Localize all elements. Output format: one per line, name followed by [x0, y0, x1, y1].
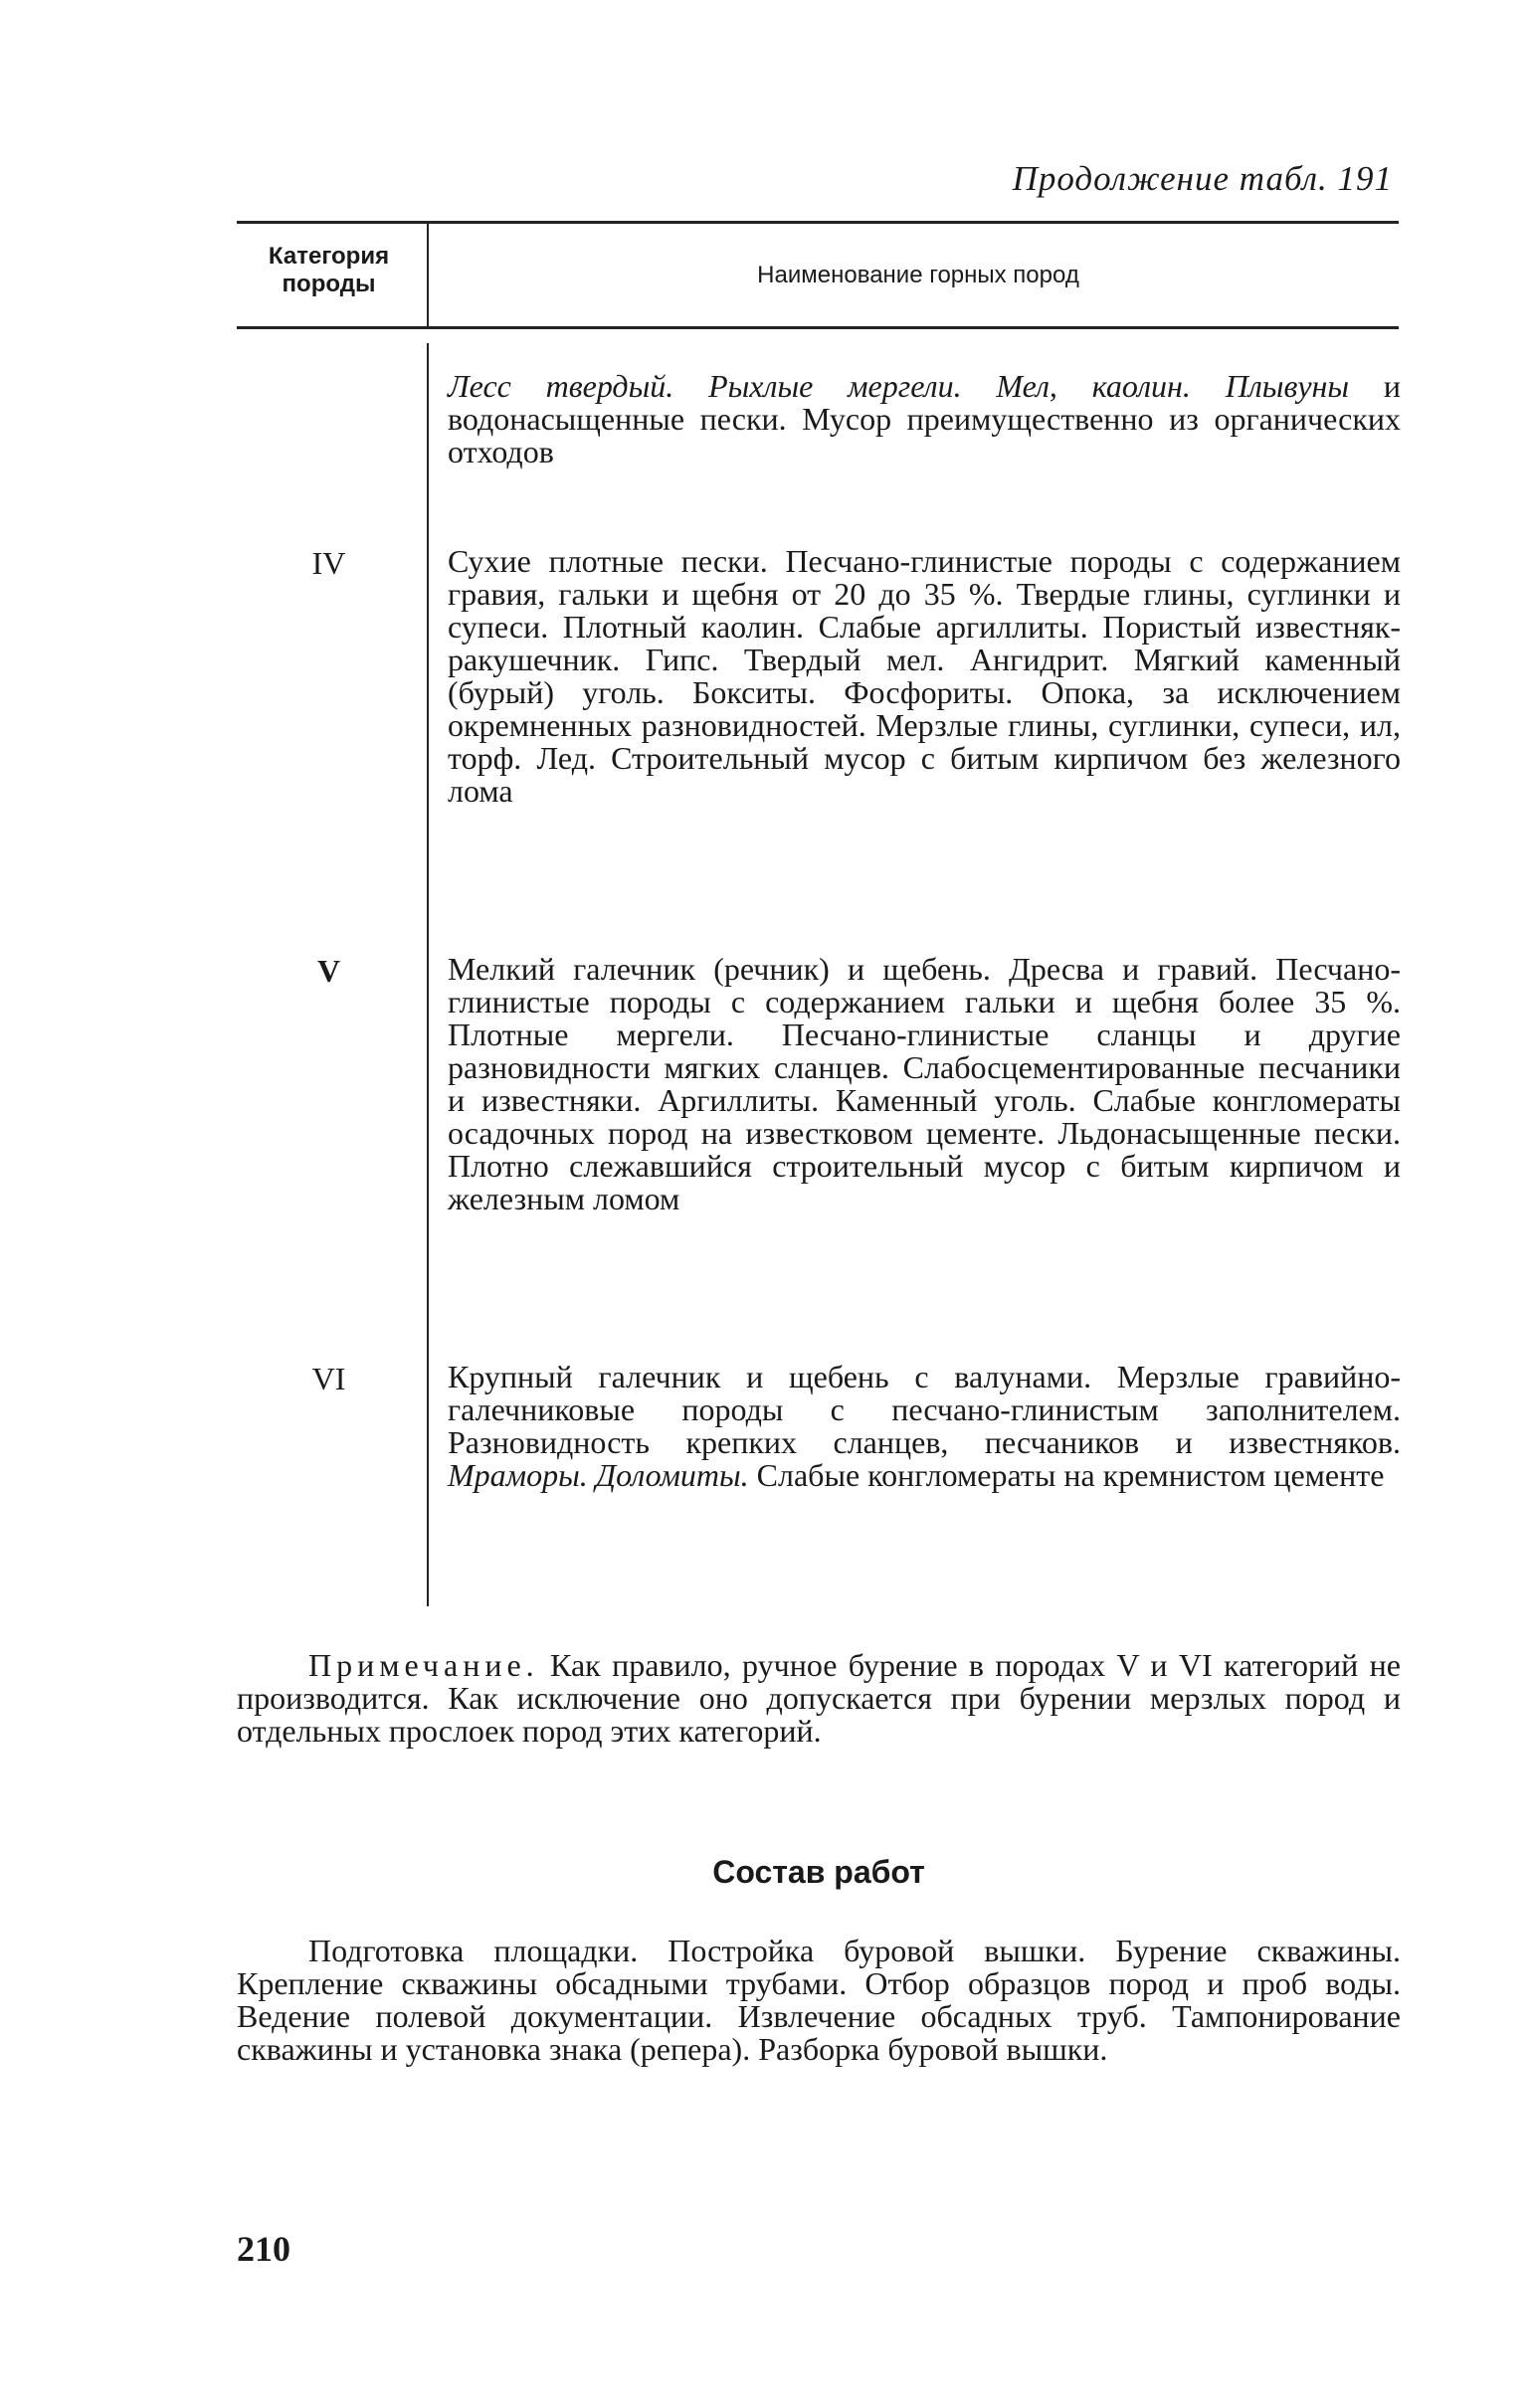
note-label: Примечание.: [308, 1647, 539, 1683]
table-note: [237, 1649, 1401, 1748]
table-caption: Продолжение табл. 191: [1012, 159, 1393, 198]
header-bottom-rule: [237, 326, 1399, 329]
header-name: Наименование горных пород: [757, 262, 1079, 288]
table-row-3-category: V: [316, 953, 341, 989]
table-row-2-category: IV: [311, 545, 346, 581]
table-row-3-text: Мелкий галечник (речник) и щебень. Дресва и гравий. Песчано-глинистые породы с содержанием гальки и щебня более 35 %. Плотные мергели. Песчано-глинистые сланцы и другие разновидности мягких сланцев. Слабосцементированные песчаники и известняки. Аргиллиты. Каменный уголь. Слабые конгломераты осадочных пород на известковом цементе. Льдонасыщенные пески. Плотно слежавшийся строительный мусор с битым кирпичом и железным ломом: [448, 951, 1401, 1216]
table-row-4-category: VI: [311, 1361, 346, 1396]
row-1-text: и водонасыщенные пески. Мусор преимущественно из органических отходов: [448, 368, 1402, 469]
table-row-1-text: [448, 370, 1401, 468]
table-row-4-text: [448, 1361, 1401, 1492]
table-top-rule: [237, 221, 1399, 224]
page-number: 210: [237, 2229, 290, 2269]
note-text: Как правило, ручное бурение в породах V и VI категорий не производится. Как исключение оно допускается при бурении мерзлых пород и отдельных прослоек пород этих категорий.: [237, 1647, 1401, 1749]
header-column-divider: [427, 224, 429, 326]
header-category: Категория породы: [268, 243, 390, 297]
row-4-text: Крупный галечник и щебень с валунами. Мерзлые гравийно-галечниковые породы с песчано-глинистым заполнителем. Разновидность крепких сланцев, песчаников и известняков.: [448, 1359, 1401, 1460]
row-4-text-end: Слабые конгломераты на кремнистом цементе: [748, 1457, 1385, 1493]
section-text: Подготовка площадки. Постройка буровой вышки. Бурение скважины. Крепление скважины обсадными трубами. Отбор образцов пород и проб воды. Ведение полевой документации. Извлечение обсадных труб. Тампонирование скважины и установка знака (репера). Разборка буровой вышки.: [237, 1933, 1401, 2067]
column-divider: [427, 343, 429, 1606]
table-row-2-text: Сухие плотные пески. Песчано-глинистые породы с содержанием гравия, гальки и щебня от 20 до 35 %. Твердые глины, суглинки и супеси. Плотный каолин. Слабые аргиллиты. Пористый известняк-ракушечник. Гипс. Твердый мел. Ангидрит. Мягкий каменный (бурый) уголь. Бокситы. Фосфориты. Опока, за исключением окремненных разновидностей. Мерзлые глины, суглинки, супеси, ил, торф. Лед. Строительный мусор с битым кирпичом без железного лома: [448, 543, 1401, 809]
section-title: Состав работ: [712, 1854, 925, 1890]
row-4-italic-text: Мраморы. Доломиты.: [448, 1457, 749, 1493]
row-1-italic-text: Лесс твердый. Рыхлые мергели. Мел, каолин. Плывуны: [448, 368, 1350, 404]
